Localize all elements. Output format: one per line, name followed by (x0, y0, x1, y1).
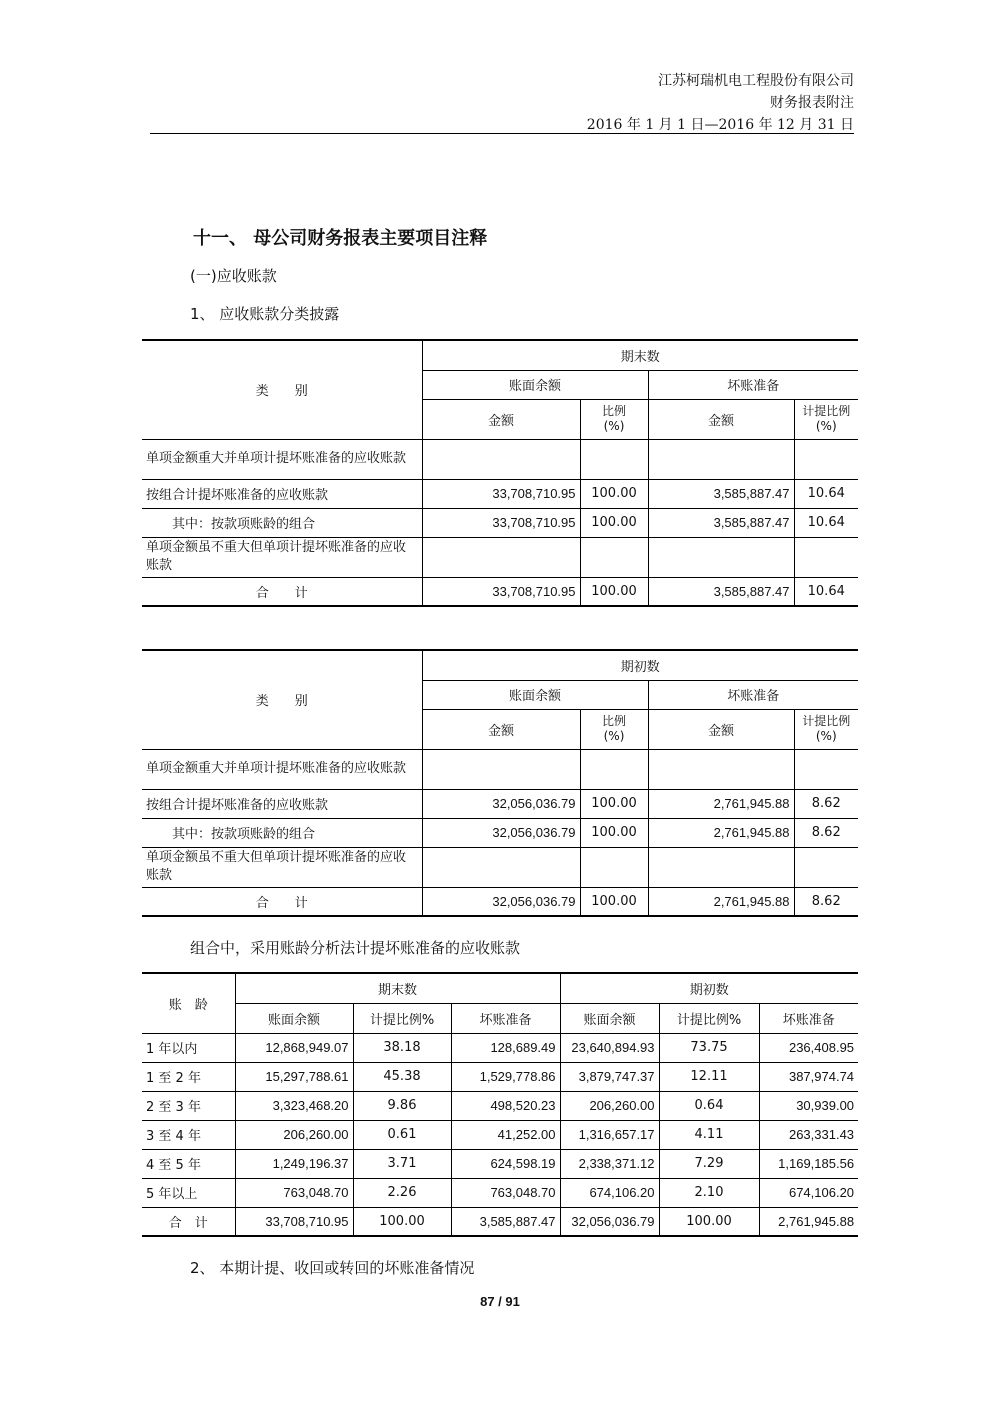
balance-header: 账面余额 (235, 1003, 353, 1033)
item1-title: 1、 应收账款分类披露 (190, 305, 340, 323)
end-provision-cell: 624,598.19 (451, 1149, 560, 1178)
row-label: 其中：按款项账龄的组合 (142, 508, 422, 537)
amount-cell (422, 749, 580, 789)
begin-provision-cell: 236,408.95 (759, 1033, 858, 1062)
begin-provision-cell: 2,761,945.88 (759, 1207, 858, 1236)
provision-cell (648, 847, 794, 887)
amount-cell (422, 847, 580, 887)
provision-cell: 2,761,945.88 (648, 887, 794, 916)
table-row (142, 789, 858, 818)
begin-ratio-cell: 12.11 (659, 1062, 759, 1091)
end-balance-cell: 1,249,196.37 (235, 1149, 353, 1178)
provision-ratio-cell: 8.62 (794, 789, 858, 818)
begin-balance-cell: 2,338,371.12 (560, 1149, 659, 1178)
sub-title: (一)应收账款 (190, 267, 277, 285)
end-provision-cell: 763,048.70 (451, 1178, 560, 1207)
begin-provision-cell: 263,331.43 (759, 1120, 858, 1149)
end-balance-cell: 33,708,710.95 (235, 1207, 353, 1236)
begin-balance-cell: 674,106.20 (560, 1178, 659, 1207)
table-row (142, 537, 858, 577)
begin-header: 期初数 (560, 973, 858, 1003)
age-cell: 2 至 3 年 (142, 1091, 235, 1120)
amount-header: 金额 (422, 709, 580, 749)
age-header: 账 龄 (142, 973, 235, 1033)
provision-ratio-cell: 8.62 (794, 887, 858, 916)
amount-cell (422, 537, 580, 577)
row-label: 单项金额虽不重大但单项计提坏账准备的应收账款 (142, 847, 422, 887)
begin-ratio-cell: 100.00 (659, 1207, 759, 1236)
row-label: 单项金额虽不重大但单项计提坏账准备的应收账款 (142, 537, 422, 577)
balance-header: 账面余额 (560, 1003, 659, 1033)
table-row (142, 818, 858, 847)
ratio-cell: 100.00 (580, 887, 648, 916)
provision-header: 坏账准备 (451, 1003, 560, 1033)
total-row (142, 1207, 858, 1236)
provision-cell: 3,585,887.47 (648, 577, 794, 606)
begin-provision-cell: 674,106.20 (759, 1178, 858, 1207)
end-ratio-cell: 0.61 (353, 1120, 451, 1149)
provision-ratio-header: 计提比例(%) (794, 399, 858, 439)
ratio-cell: 100.00 (580, 818, 648, 847)
table-row (142, 1120, 858, 1149)
age-cell: 3 至 4 年 (142, 1120, 235, 1149)
row-label: 单项金额重大并单项计提坏账准备的应收账款 (142, 749, 422, 789)
page-header (150, 70, 854, 136)
ratio-header: 计提比例% (659, 1003, 759, 1033)
begin-balance-cell: 23,640,894.93 (560, 1033, 659, 1062)
end-provision-cell: 128,689.49 (451, 1033, 560, 1062)
ratio-header: 比例 (%) (580, 399, 648, 439)
aging-table (142, 972, 858, 1237)
company-name: 江苏柯瑞机电工程股份有限公司 (658, 73, 854, 89)
provision-ratio-cell (794, 847, 858, 887)
provision-header: 坏账准备 (648, 370, 858, 399)
begin-balance-cell: 206,260.00 (560, 1091, 659, 1120)
end-balance-cell: 12,868,949.07 (235, 1033, 353, 1062)
amount-cell (422, 439, 580, 479)
provision-cell: 2,761,945.88 (648, 789, 794, 818)
age-cell: 5 年以上 (142, 1178, 235, 1207)
begin-balance-cell: 3,879,747.37 (560, 1062, 659, 1091)
provision-ratio-cell: 10.64 (794, 577, 858, 606)
provision-ratio-cell (794, 749, 858, 789)
table-row (142, 479, 858, 508)
provision-header: 坏账准备 (759, 1003, 858, 1033)
table-row (142, 847, 858, 887)
age-cell: 合 计 (142, 1207, 235, 1236)
receivables-begin-table (142, 649, 858, 917)
table-row (142, 439, 858, 479)
age-cell: 1 至 2 年 (142, 1062, 235, 1091)
end-ratio-cell: 2.26 (353, 1178, 451, 1207)
provision-ratio-cell: 8.62 (794, 818, 858, 847)
end-provision-cell: 41,252.00 (451, 1120, 560, 1149)
provision-ratio-cell (794, 537, 858, 577)
amount-cell: 32,056,036.79 (422, 789, 580, 818)
provision-ratio-header: 计提比例(%) (794, 709, 858, 749)
ratio-cell: 100.00 (580, 479, 648, 508)
total-row (142, 887, 858, 916)
ratio-cell: 100.00 (580, 577, 648, 606)
end-header: 期末数 (235, 973, 560, 1003)
provision-ratio-cell: 10.64 (794, 479, 858, 508)
amount-header: 金额 (648, 709, 794, 749)
ratio-cell (580, 749, 648, 789)
section-title: 十一、 母公司财务报表主要项目注释 (193, 228, 488, 249)
total-row (142, 577, 858, 606)
row-label: 其中：按款项账龄的组合 (142, 818, 422, 847)
begin-provision-cell: 387,974.74 (759, 1062, 858, 1091)
table-row (142, 1178, 858, 1207)
begin-ratio-cell: 4.11 (659, 1120, 759, 1149)
provision-cell (648, 749, 794, 789)
table-row (142, 1062, 858, 1091)
amount-cell: 33,708,710.95 (422, 508, 580, 537)
amount-header: 金额 (648, 399, 794, 439)
amount-cell: 33,708,710.95 (422, 479, 580, 508)
end-ratio-cell: 38.18 (353, 1033, 451, 1062)
provision-cell: 3,585,887.47 (648, 479, 794, 508)
ratio-cell (580, 439, 648, 479)
document-name: 财务报表附注 (770, 95, 854, 111)
age-cell: 1 年以内 (142, 1033, 235, 1062)
provision-cell: 2,761,945.88 (648, 818, 794, 847)
amount-cell: 32,056,036.79 (422, 887, 580, 916)
end-ratio-cell: 100.00 (353, 1207, 451, 1236)
age-cell: 4 至 5 年 (142, 1149, 235, 1178)
table-row (142, 508, 858, 537)
row-label: 按组合计提坏账准备的应收账款 (142, 479, 422, 508)
end-balance-cell: 763,048.70 (235, 1178, 353, 1207)
provision-cell: 3,585,887.47 (648, 508, 794, 537)
begin-balance-cell: 1,316,657.17 (560, 1120, 659, 1149)
table-row (142, 749, 858, 789)
provision-ratio-cell (794, 439, 858, 479)
period-header: 期初数 (422, 650, 858, 680)
amount-cell: 33,708,710.95 (422, 577, 580, 606)
provision-ratio-cell: 10.64 (794, 508, 858, 537)
table-row (142, 1149, 858, 1178)
header-divider (150, 133, 854, 134)
row-label: 按组合计提坏账准备的应收账款 (142, 789, 422, 818)
row-label: 单项金额重大并单项计提坏账准备的应收账款 (142, 439, 422, 479)
ratio-cell (580, 537, 648, 577)
end-balance-cell: 206,260.00 (235, 1120, 353, 1149)
begin-provision-cell: 30,939.00 (759, 1091, 858, 1120)
row-label: 合 计 (142, 887, 422, 916)
receivables-end-table (142, 339, 858, 607)
end-ratio-cell: 9.86 (353, 1091, 451, 1120)
end-ratio-cell: 45.38 (353, 1062, 451, 1091)
aging-title: 组合中，采用账龄分析法计提坏账准备的应收账款 (190, 939, 521, 957)
report-period: 2016 年 1 月 1 日—2016 年 12 月 31 日 (586, 117, 854, 133)
item2-title: 2、 本期计提、收回或转回的坏账准备情况 (190, 1259, 475, 1277)
end-provision-cell: 498,520.23 (451, 1091, 560, 1120)
begin-ratio-cell: 2.10 (659, 1178, 759, 1207)
begin-balance-cell: 32,056,036.79 (560, 1207, 659, 1236)
begin-provision-cell: 1,169,185.56 (759, 1149, 858, 1178)
table-row (142, 1091, 858, 1120)
ratio-cell (580, 847, 648, 887)
ratio-cell: 100.00 (580, 789, 648, 818)
provision-cell (648, 439, 794, 479)
end-balance-cell: 3,323,468.20 (235, 1091, 353, 1120)
balance-header: 账面余额 (422, 680, 648, 709)
page-number: 87 / 91 (480, 1294, 520, 1309)
begin-ratio-cell: 7.29 (659, 1149, 759, 1178)
begin-ratio-cell: 73.75 (659, 1033, 759, 1062)
ratio-header: 计提比例% (353, 1003, 451, 1033)
ratio-cell: 100.00 (580, 508, 648, 537)
amount-header: 金额 (422, 399, 580, 439)
ratio-header: 比例 (%) (580, 709, 648, 749)
end-ratio-cell: 3.71 (353, 1149, 451, 1178)
amount-cell: 32,056,036.79 (422, 818, 580, 847)
balance-header: 账面余额 (422, 370, 648, 399)
period-header: 期末数 (422, 340, 858, 370)
category-header: 类 别 (142, 340, 422, 439)
end-provision-cell: 3,585,887.47 (451, 1207, 560, 1236)
table-row (142, 1033, 858, 1062)
begin-ratio-cell: 0.64 (659, 1091, 759, 1120)
end-balance-cell: 15,297,788.61 (235, 1062, 353, 1091)
category-header: 类 别 (142, 650, 422, 749)
provision-header: 坏账准备 (648, 680, 858, 709)
row-label: 合 计 (142, 577, 422, 606)
end-provision-cell: 1,529,778.86 (451, 1062, 560, 1091)
provision-cell (648, 537, 794, 577)
